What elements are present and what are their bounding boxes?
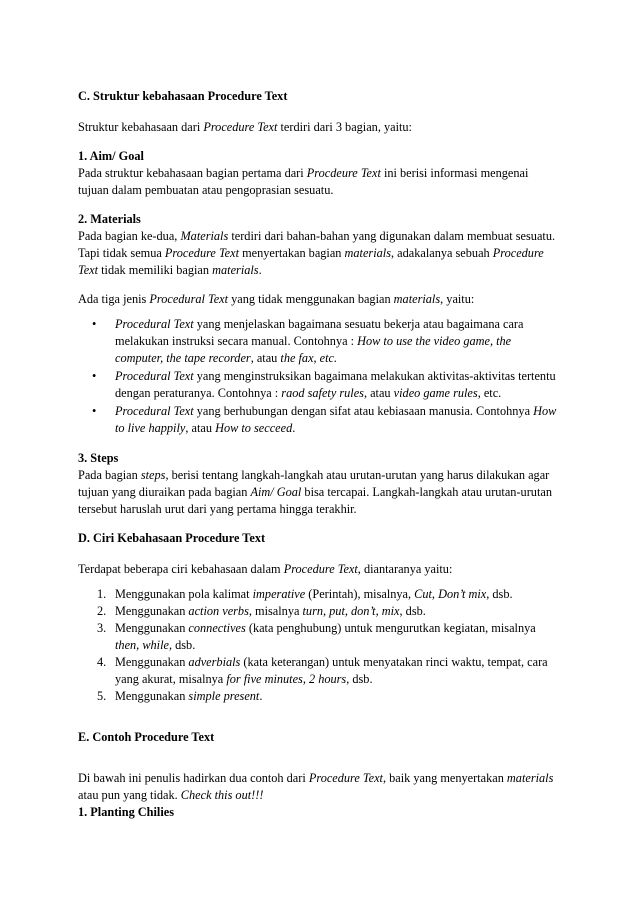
section-d-heading: D. Ciri Kebahasaan Procedure Text xyxy=(78,531,266,545)
list-item: 2. Menggunakan action verbs, misalnya turn, put, don’t, mix, dsb. xyxy=(97,604,426,618)
list-item: 5. Menggunakan simple present. xyxy=(97,689,263,703)
example-heading: 1. Planting Chilies xyxy=(78,805,174,819)
bullet-icon: • xyxy=(92,404,97,418)
list-item: • Procedural Text yang menginstruksikan bagaimana melakukan aktivitas-aktivitas tertentu dengan peraturanya. Contohnya : raod safety rules, atau video game rules, etc. xyxy=(92,369,556,400)
section-e-heading: E. Contoh Procedure Text xyxy=(78,730,215,744)
document-page xyxy=(78,88,558,821)
bullet-icon: • xyxy=(92,317,97,331)
jenis-intro: Ada tiga jenis Procedural Text yang tidak menggunakan bagian materials, yaitu: xyxy=(78,292,475,306)
aim-paragraph: Pada struktur kebahasaan bagian pertama dari Procdeure Text ini berisi informasi mengenai tujuan dalam pembuatan atau pengoprasian sesuatu. xyxy=(78,166,529,197)
jenis-bullet-list xyxy=(78,316,558,437)
materials-paragraph: Pada bagian ke-dua, Materials terdiri dari bahan-bahan yang digunakan dalam membuat sesuatu. Tapi tidak semua Procedure Text menyertakan bagian materials, adakalanya sebuah Procedure Text tidak memiliki bagian materials. xyxy=(78,229,556,277)
section-c-heading: C. Struktur kebahasaan Procedure Text xyxy=(78,89,288,103)
section-e-intro: Di bawah ini penulis hadirkan dua contoh dari Procedure Text, baik yang menyertakan materials atau pun yang tidak. Check this out!!! xyxy=(78,771,554,802)
section-c-intro: Struktur kebahasaan dari Procedure Text terdiri dari 3 bagian, yaitu: xyxy=(78,120,412,134)
section-d-intro: Terdapat beberapa ciri kebahasaan dalam Procedure Text, diantaranya yaitu: xyxy=(78,562,453,576)
aim-heading: 1. Aim/ Goal xyxy=(78,149,144,163)
list-item: 1. Menggunakan pola kalimat imperative (Perintah), misalnya, Cut, Don’t mix, dsb. xyxy=(97,587,513,601)
list-item: 4. Menggunakan adverbials (kata keterangan) untuk menyatakan rinci waktu, tempat, cara yang akurat, misalnya for five minutes, 2 hours, dsb. xyxy=(97,655,548,686)
materials-heading: 2. Materials xyxy=(78,212,141,226)
list-item: • Procedural Text yang menjelaskan bagaimana sesuatu bekerja atau bagaimana cara melakukan instruksi secara manual. Contohnya : How to use the video game, the computer, the tape recorder, atau the fax, etc. xyxy=(92,317,524,365)
list-item: • Procedural Text yang berhubungan dengan sifat atau kebiasaan manusia. Contohnya How to live happily, atau How to secceed. xyxy=(92,404,557,435)
bullet-icon: • xyxy=(92,369,97,383)
ciri-numbered-list xyxy=(78,586,558,705)
steps-heading: 3. Steps xyxy=(78,451,119,465)
steps-paragraph: Pada bagian steps, berisi tentang langkah-langkah atau urutan-urutan yang harus dilakukan agar tujuan yang diuraikan pada bagian Aim/ Goal bisa tercapai. Langkah-langkah atau urutan-urutan tersebut haruslah urut dari yang pertama hingga terakhir. xyxy=(78,468,552,516)
list-item: 3. Menggunakan connectives (kata penghubung) untuk mengurutkan kegiatan, misalnya then, while, dsb. xyxy=(97,621,536,652)
